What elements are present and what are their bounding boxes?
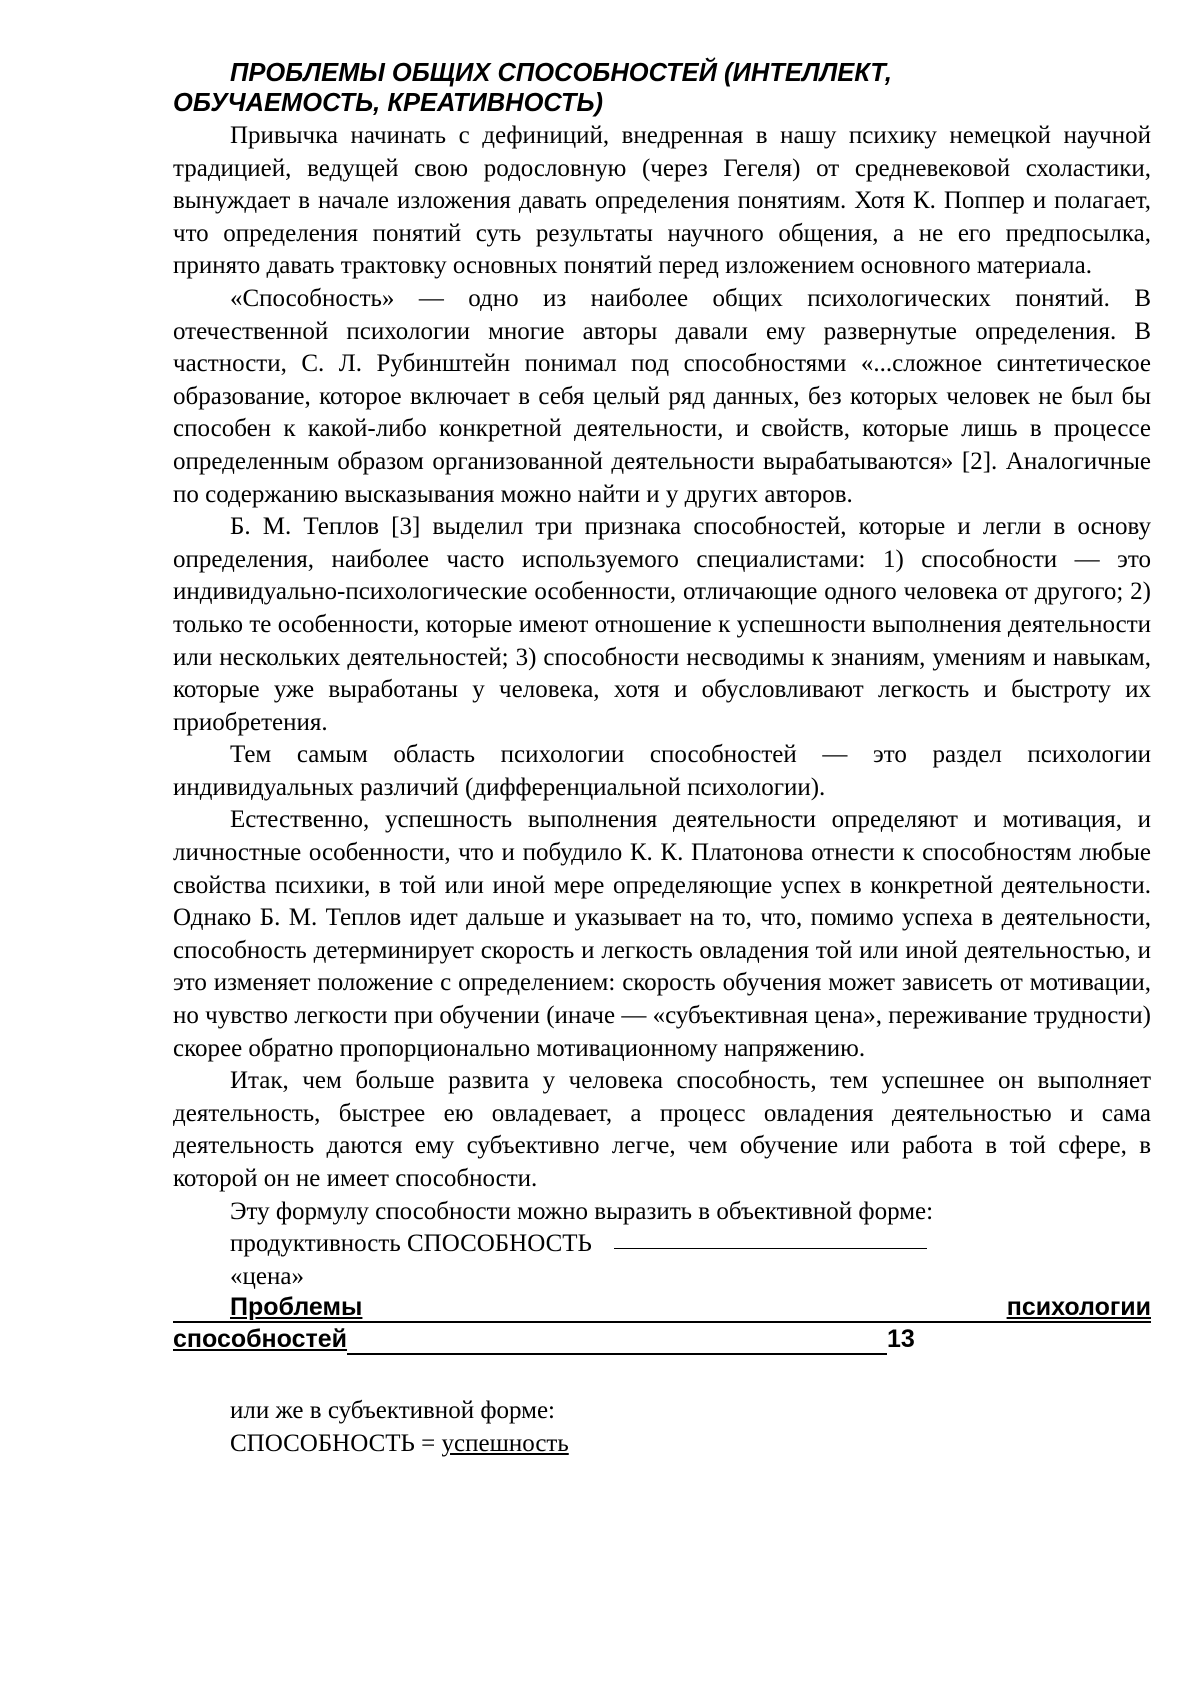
running-footer-bottom: [173, 1323, 1151, 1355]
page-number: 13: [887, 1325, 915, 1354]
fraction-line: [614, 1248, 927, 1249]
page-content: [173, 58, 1151, 1461]
paragraph-3: Б. М. Теплов [3] выделил три признака способностей, которые и легли в основу определения, наиболее часто используемого специалистами: 1) способности — это индивидуально-психологические особенности, отличающие одного человека от другого; 2) только те особенности, которые имеют отношение к успешности выполнения деятельности или нескольких деятельностей; 3) способности несводимы к знаниям, умениям и навыкам, которые уже выработаны у человека, хотя и обусловливают легкость и быстроту их приобретения.: [173, 513, 1151, 736]
section-title-line-2: ОБУЧАЕМОСТЬ, КРЕАТИВНОСТЬ): [173, 89, 604, 117]
subjective-formula-numerator: успешность: [441, 1429, 569, 1457]
section-title: [173, 58, 1151, 118]
running-footer-left-bottom: способностей: [173, 1325, 348, 1354]
running-footer-top: [173, 1293, 1151, 1323]
subjective-formula: [173, 1428, 1151, 1461]
running-footer: [173, 1293, 1151, 1355]
subjective-formula-left: СПОСОБНОСТЬ =: [230, 1429, 442, 1457]
section-title-line-1: ПРОБЛЕМЫ ОБЩИХ СПОСОБНОСТЕЙ (ИНТЕЛЛЕКТ,: [230, 59, 892, 87]
paragraph-4: Тем самым область психологии способностей — это раздел психологии индивидуальных различий (дифференциальной психологии).: [173, 741, 1151, 801]
running-footer-right-top: психологии: [1006, 1293, 1151, 1322]
running-footer-left-top: Проблемы: [230, 1293, 363, 1322]
paragraph-6: Итак, чем больше развита у человека способность, тем успешнее он выполняет деятельность, быстрее ею овладевает, а процесс овладения деятельностью и сама деятельность даются ему субъективно легче, чем обучение или работа в той сфере, в которой он не имеет способности.: [173, 1067, 1151, 1192]
paragraph-5: Естественно, успешность выполнения деятельности определяют и мотивация, и личностные особенности, что и побудило К. К. Платонова отнести к способностям любые свойства психики, в той или иной мере определяющие успех в конкретной деятельности. Однако Б. М. Теплов идет дальше и указывает на то, что, помимо успеха в деятельности, способность детерминирует скорость и легкость овладения той или иной деятельностью, и это изменяет положение с определением: скорость обучения может зависеть от мотивации, но чувство легкости при обучении (иначе — «субъективная цена», переживание трудности) скорее обратно пропорционально мотивационному напряжению.: [173, 806, 1151, 1062]
paragraph-1: Привычка начинать с дефиниций, внедренная в нашу психику немецкой научной традицией, ведущей свою родословную (через Гегеля) от средневековой схоластики, вынуждает в начале изложения давать определения понятиям. Хотя К. Поппер и полагает, что определения понятий суть результаты научного общения, а не его предпосылка, принято давать трактовку основных понятий перед изложением основного материала.: [173, 122, 1151, 280]
formula-denominator: «цена»: [230, 1262, 304, 1290]
formula-subjective: [173, 1395, 1151, 1460]
running-footer-rule: [347, 1327, 887, 1355]
formula-row: [230, 1228, 1151, 1261]
subjective-intro: или же в субъективной форме:: [230, 1397, 555, 1425]
formula-intro: Эту формулу способности можно выразить в объективной форме:: [230, 1197, 934, 1225]
paragraph-2: «Способность» — одно из наиболее общих психологических понятий. В отечественной психологии многие авторы давали ему развернутые определения. В частности, С. Л. Рубинштейн понимал под способностями «...сложное синтетическое образование, которое включает в себя целый ряд данных, без которых человек не был бы способен к какой-либо конкретной деятельности, и свойств, которые лишь в процессе определенным образом организованной деятельности вырабатываются» [2]. Аналогичные по содержанию высказывания можно найти и у других авторов.: [173, 284, 1151, 508]
formula-left: продуктивность СПОСОБНОСТЬ: [230, 1230, 592, 1258]
formula-objective: [173, 1196, 1151, 1294]
